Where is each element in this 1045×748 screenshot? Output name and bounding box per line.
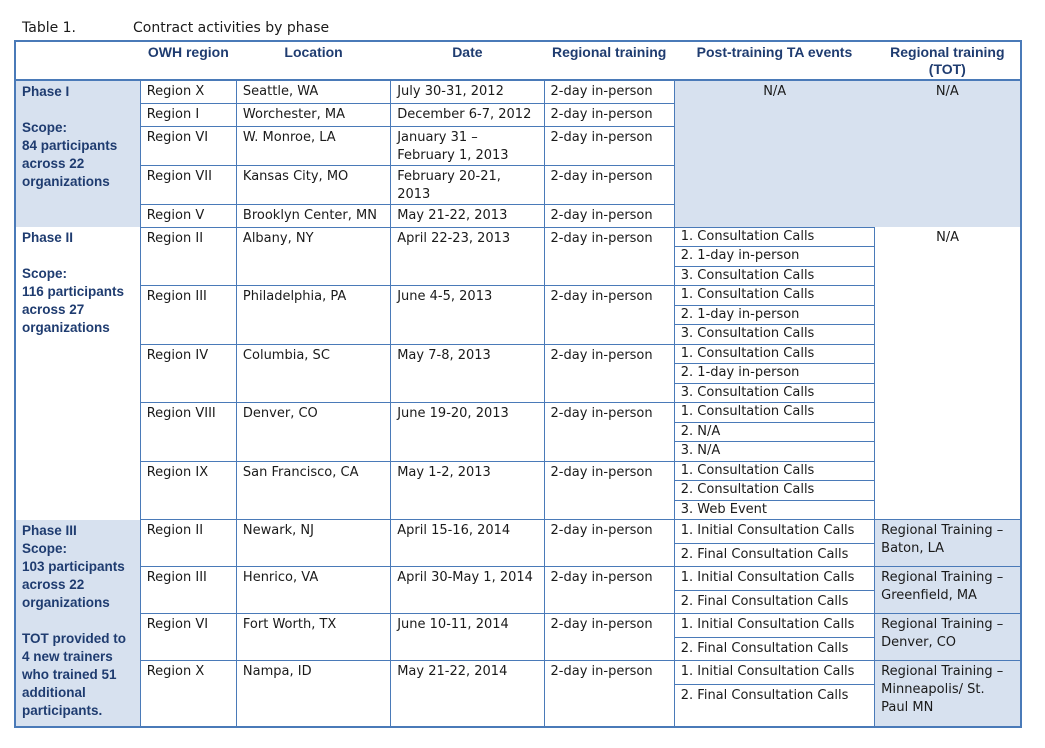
training-cell: 2-day in-person — [544, 567, 674, 614]
date-cell: July 30-31, 2012 — [391, 80, 544, 103]
tot-na-cell: N/A — [875, 227, 1021, 520]
table-row — [15, 461, 1021, 520]
ta-event: 2. Final Consultation Calls — [680, 546, 849, 562]
table-row — [15, 567, 1021, 614]
region-cell: Region IX — [140, 461, 236, 520]
ta-event: 2. 1-day in-person — [675, 247, 874, 267]
scope-text: 84 participants across 22 organizations — [22, 138, 118, 189]
date-cell: June 19-20, 2013 — [391, 403, 544, 462]
date-cell: May 7-8, 2013 — [391, 344, 544, 403]
ta-event: 3. Consultation Calls — [680, 267, 815, 283]
ta-events-cell — [674, 461, 874, 520]
ta-event: 1. Consultation Calls — [675, 345, 874, 365]
ta-event: 1. Consultation Calls — [675, 228, 874, 248]
ta-event: 1. Initial Consultation Calls — [675, 520, 874, 544]
date-cell: February 20-21, 2013 — [391, 165, 544, 204]
location-cell: Albany, NY — [236, 227, 390, 286]
tot-cell: Regional Training – Denver, CO — [875, 614, 1021, 661]
date-cell: May 1-2, 2013 — [391, 461, 544, 520]
ta-events-cell — [674, 661, 874, 727]
ta-event: 2. 1-day in-person — [675, 306, 874, 326]
ta-event: 1. Consultation Calls — [675, 462, 874, 482]
location-cell: Seattle, WA — [236, 80, 390, 103]
table-row — [15, 286, 1021, 345]
table-row — [15, 520, 1021, 567]
scope-label: Scope: — [22, 120, 68, 135]
region-cell: Region V — [140, 204, 236, 227]
region-cell: Region II — [140, 520, 236, 567]
date-cell: December 6-7, 2012 — [391, 103, 544, 126]
region-cell: Region IV — [140, 344, 236, 403]
table-number: Table 1. — [22, 20, 77, 36]
location-cell: W. Monroe, LA — [236, 126, 390, 165]
header-date: Date — [452, 44, 483, 60]
location-cell: Worchester, MA — [236, 103, 390, 126]
ta-event: 3. Consultation Calls — [680, 326, 815, 341]
ta-na-cell: N/A — [674, 80, 874, 227]
ta-event: 2. N/A — [675, 423, 874, 443]
ta-event: 1. Consultation Calls — [675, 286, 874, 306]
location-cell: Nampa, ID — [236, 661, 390, 727]
training-cell: 2-day in-person — [544, 520, 674, 567]
training-cell: 2-day in-person — [544, 461, 674, 520]
ta-event: 2. 1-day in-person — [675, 364, 874, 384]
date-cell: May 21-22, 2013 — [391, 204, 544, 227]
phase-1-cell — [15, 80, 140, 227]
table-row — [15, 80, 1021, 103]
ta-events-cell — [674, 403, 874, 462]
location-cell: Henrico, VA — [236, 567, 390, 614]
scope-label: Scope: — [22, 266, 68, 281]
scope-text: 103 participants across 22 organizations — [22, 558, 125, 610]
training-cell: 2-day in-person — [544, 661, 674, 727]
tot-na-cell: N/A — [875, 80, 1021, 227]
header-location: Location — [284, 44, 343, 60]
region-cell: Region I — [140, 103, 236, 126]
header-owh-region: OWH region — [147, 44, 229, 60]
location-cell: Kansas City, MO — [236, 165, 390, 204]
training-cell: 2-day in-person — [544, 344, 674, 403]
training-cell: 2-day in-person — [544, 165, 674, 204]
tot-cell: Regional Training – Greenfield, MA — [875, 567, 1021, 614]
date-cell: June 10-11, 2014 — [391, 614, 544, 661]
header-regional-training-tot: Regional training (TOT) — [890, 44, 1005, 77]
tot-cell: Regional Training – Minneapolis/ St. Paul MN — [875, 661, 1021, 727]
table-header-row — [15, 41, 1021, 80]
header-phase — [15, 41, 140, 80]
ta-event: 2. Consultation Calls — [675, 481, 874, 501]
training-cell: 2-day in-person — [544, 126, 674, 165]
phase-name: Phase II — [22, 230, 74, 245]
tot-summary: TOT provided to 4 new trainers who trained 51 additional participants. — [22, 630, 126, 718]
table-row — [15, 227, 1021, 286]
scope-label: Scope: — [22, 540, 68, 556]
region-cell: Region III — [140, 286, 236, 345]
region-cell: Region VI — [140, 614, 236, 661]
tot-cell: Regional Training – Baton, LA — [875, 520, 1021, 567]
phase-2-cell — [15, 227, 140, 520]
date-cell: January 31 – February 1, 2013 — [391, 126, 544, 165]
region-cell: Region VIII — [140, 403, 236, 462]
region-cell: Region III — [140, 567, 236, 614]
ta-event: 2. Final Consultation Calls — [680, 593, 849, 609]
location-cell: Newark, NJ — [236, 520, 390, 567]
ta-event: 2. Final Consultation Calls — [680, 640, 849, 656]
training-cell: 2-day in-person — [544, 403, 674, 462]
region-cell: Region II — [140, 227, 236, 286]
training-cell: 2-day in-person — [544, 614, 674, 661]
phase-name: Phase III — [22, 522, 77, 538]
table-row — [15, 344, 1021, 403]
table-row — [15, 403, 1021, 462]
ta-event: 1. Initial Consultation Calls — [675, 614, 874, 638]
scope-text: 116 participants across 27 organizations — [22, 284, 125, 335]
training-cell: 2-day in-person — [544, 80, 674, 103]
date-cell: April 22-23, 2013 — [391, 227, 544, 286]
training-cell: 2-day in-person — [544, 227, 674, 286]
phase-name: Phase I — [22, 84, 70, 99]
header-post-training-ta: Post-training TA events — [696, 44, 853, 60]
region-cell: Region VII — [140, 165, 236, 204]
date-cell: May 21-22, 2014 — [391, 661, 544, 727]
ta-events-cell — [674, 227, 874, 286]
region-cell: Region VI — [140, 126, 236, 165]
table-row — [15, 614, 1021, 661]
location-cell: Fort Worth, TX — [236, 614, 390, 661]
ta-events-cell — [674, 520, 874, 567]
training-cell: 2-day in-person — [544, 286, 674, 345]
ta-event: 1. Initial Consultation Calls — [675, 661, 874, 685]
ta-event: 3. Web Event — [680, 501, 768, 517]
ta-events-cell — [674, 344, 874, 403]
location-cell: Columbia, SC — [236, 344, 390, 403]
header-regional-training: Regional training — [551, 44, 667, 60]
ta-event: 3. Consultation Calls — [680, 384, 815, 400]
location-cell: Denver, CO — [236, 403, 390, 462]
contract-activities-table — [14, 40, 1022, 728]
table-row — [15, 661, 1021, 727]
ta-events-cell — [674, 286, 874, 345]
ta-events-cell — [674, 567, 874, 614]
ta-event: 1. Consultation Calls — [675, 403, 874, 423]
date-cell: June 4-5, 2013 — [391, 286, 544, 345]
region-cell: Region X — [140, 661, 236, 727]
phase-3-cell — [15, 520, 140, 727]
region-cell: Region X — [140, 80, 236, 103]
location-cell: Philadelphia, PA — [236, 286, 390, 345]
ta-event: 2. Final Consultation Calls — [680, 687, 849, 703]
date-cell: April 15-16, 2014 — [391, 520, 544, 567]
training-cell: 2-day in-person — [544, 103, 674, 126]
table-title: Contract activities by phase — [133, 20, 330, 36]
training-cell: 2-day in-person — [544, 204, 674, 227]
ta-event: 3. N/A — [680, 443, 721, 458]
ta-events-cell — [674, 614, 874, 661]
ta-event: 1. Initial Consultation Calls — [675, 567, 874, 591]
date-cell: April 30-May 1, 2014 — [391, 567, 544, 614]
location-cell: Brooklyn Center, MN — [236, 204, 390, 227]
location-cell: San Francisco, CA — [236, 461, 390, 520]
